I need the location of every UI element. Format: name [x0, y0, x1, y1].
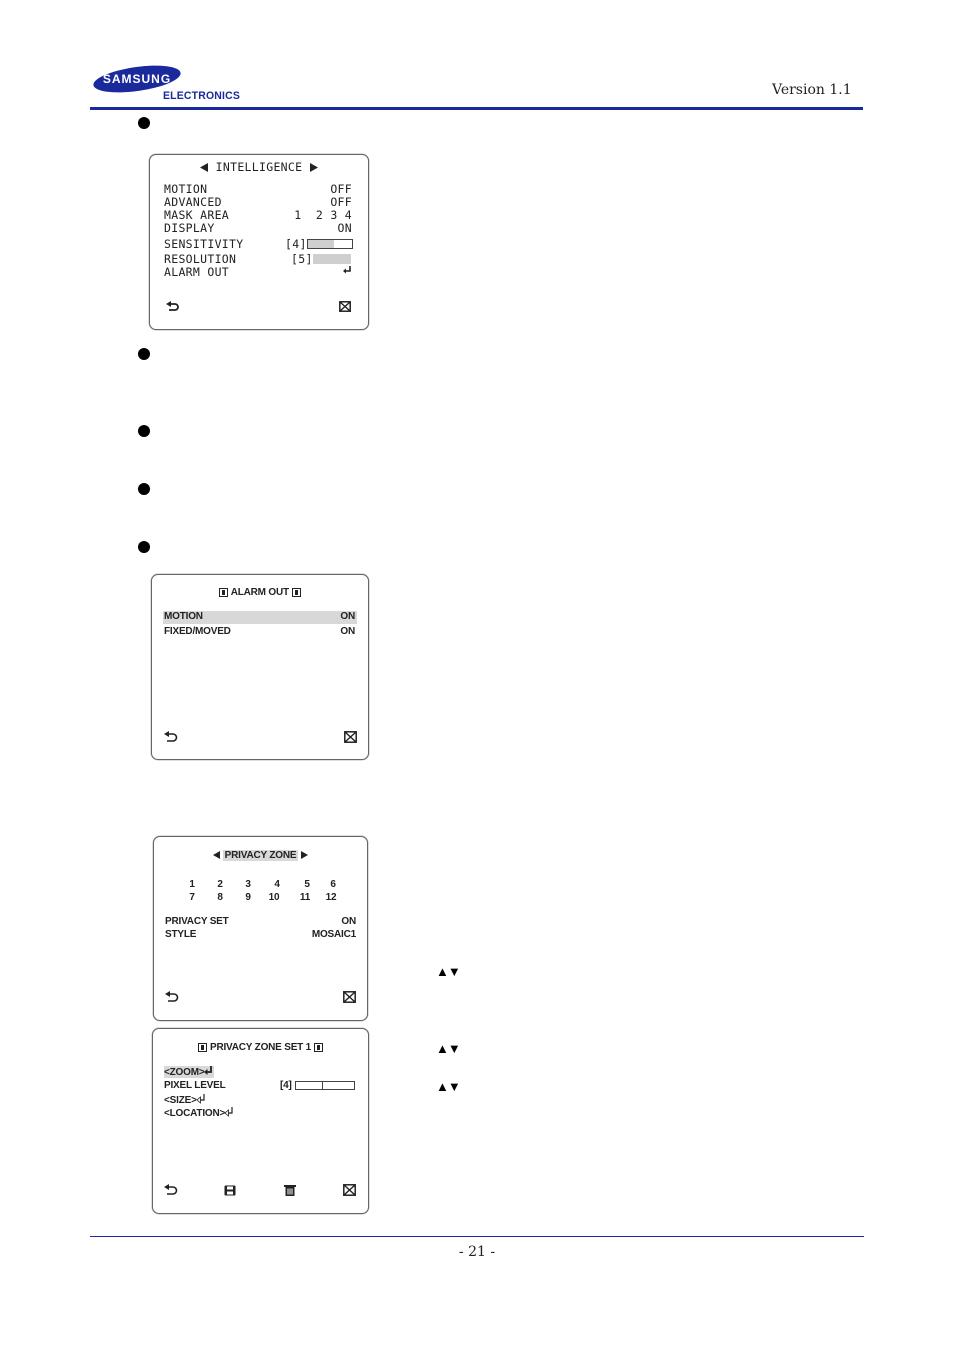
menu-row-pixel-level[interactable]: PIXEL LEVEL [4]	[164, 1080, 357, 1093]
menu-title	[150, 160, 368, 174]
arrow-right-icon[interactable]	[310, 163, 318, 172]
zone-number[interactable]: 2	[217, 879, 223, 890]
zone-number[interactable]: 10	[268, 892, 280, 903]
menu-row-mask-area[interactable]: MASK AREA 1 2 3 4	[164, 208, 352, 222]
nav-marker-icon	[219, 588, 228, 597]
version-label: Version 1.1	[772, 82, 852, 98]
nav-marker-icon	[314, 1043, 323, 1052]
pixel-level-bar[interactable]	[295, 1081, 355, 1090]
arrow-right-icon[interactable]	[301, 851, 308, 859]
return-icon[interactable]	[164, 1184, 178, 1197]
up-down-arrows-icon: ▲▼	[436, 964, 460, 979]
menu-row-motion[interactable]: MOTION ON	[164, 611, 355, 622]
menu-rows	[164, 182, 352, 282]
menu-row-advanced[interactable]: ADVANCED OFF	[164, 195, 352, 209]
return-icon[interactable]	[165, 991, 179, 1004]
menu-title-text: INTELLIGENCE	[215, 160, 303, 174]
menu-title	[152, 587, 368, 598]
zone-number[interactable]: 3	[245, 879, 251, 890]
menu-row-location[interactable]: <LOCATION>	[164, 1107, 357, 1120]
sensitivity-bar-fill	[308, 240, 334, 248]
pixel-level-bar-fill	[296, 1082, 323, 1089]
bullet	[138, 483, 150, 495]
arrow-left-icon[interactable]	[213, 851, 220, 859]
menu-row-size[interactable]: <SIZE>	[164, 1094, 357, 1107]
enter-icon	[225, 1107, 234, 1117]
menu-row-sensitivity[interactable]: SENSITIVITY [4]	[164, 237, 352, 250]
bullet	[138, 541, 150, 553]
menu-row-privacy-set[interactable]: PRIVACY SET ON	[165, 916, 356, 927]
brand-subtitle: ELECTRONICS	[163, 90, 240, 102]
header-rule	[90, 107, 863, 110]
exit-icon[interactable]	[344, 731, 357, 743]
enter-icon	[204, 1066, 213, 1076]
resolution-bar[interactable]	[313, 254, 351, 264]
brand-text: SAMSUNG	[102, 72, 172, 86]
menu-row-display[interactable]: DISPLAY ON	[164, 221, 352, 235]
enter-icon	[197, 1094, 206, 1104]
zone-number[interactable]: 4	[274, 879, 280, 890]
delete-icon[interactable]	[284, 1184, 296, 1196]
alarm-out-menu	[151, 574, 369, 760]
zone-number[interactable]: 12	[325, 892, 337, 903]
footer-rule	[90, 1236, 864, 1237]
bullet	[138, 117, 150, 129]
zone-number[interactable]: 7	[189, 892, 195, 903]
enter-icon	[342, 265, 352, 275]
menu-title-text: PRIVACY ZONE SET 1	[209, 1042, 312, 1053]
menu-row-fixed-moved[interactable]: FIXED/MOVED ON	[164, 626, 355, 637]
up-down-arrows-icon: ▲▼	[436, 1079, 460, 1094]
menu-title	[153, 1042, 368, 1053]
save-icon[interactable]	[224, 1185, 236, 1196]
privacy-zone-menu	[153, 836, 368, 1021]
page-number: - 21 -	[458, 1244, 496, 1260]
return-icon[interactable]	[164, 731, 178, 744]
resolution-bar-fill	[314, 255, 350, 263]
arrow-left-icon[interactable]	[200, 163, 208, 172]
return-icon[interactable]	[166, 301, 180, 313]
zone-number[interactable]: 11	[299, 892, 311, 903]
menu-row-style[interactable]: STYLE MOSAIC1	[165, 929, 356, 940]
zone-grid	[154, 879, 367, 909]
privacy-zone-set-menu	[152, 1028, 369, 1214]
up-down-arrows-icon: ▲▼	[436, 1041, 460, 1056]
nav-marker-icon	[292, 588, 301, 597]
exit-icon[interactable]	[343, 991, 356, 1003]
bullet	[138, 425, 150, 437]
exit-icon[interactable]	[339, 301, 351, 312]
bullet	[138, 348, 150, 360]
menu-row-alarm-out[interactable]: ALARM OUT	[164, 265, 352, 278]
menu-row-resolution[interactable]: RESOLUTION [5]	[164, 252, 352, 265]
zone-number[interactable]: 8	[217, 892, 223, 903]
menu-title-text: ALARM OUT	[230, 587, 289, 598]
exit-icon[interactable]	[343, 1184, 356, 1196]
zone-number[interactable]: 9	[245, 892, 251, 903]
menu-title-text: PRIVACY ZONE	[224, 850, 297, 861]
zone-number[interactable]: 5	[304, 879, 310, 890]
zone-number[interactable]: 6	[330, 879, 336, 890]
menu-row-motion[interactable]: MOTION OFF	[164, 182, 352, 196]
intelligence-menu	[149, 154, 369, 330]
menu-title	[154, 850, 367, 861]
zone-number[interactable]: 1	[189, 879, 195, 890]
nav-marker-icon	[198, 1043, 207, 1052]
sensitivity-bar[interactable]	[307, 239, 353, 249]
menu-row-zoom[interactable]: <ZOOM>	[164, 1066, 357, 1079]
